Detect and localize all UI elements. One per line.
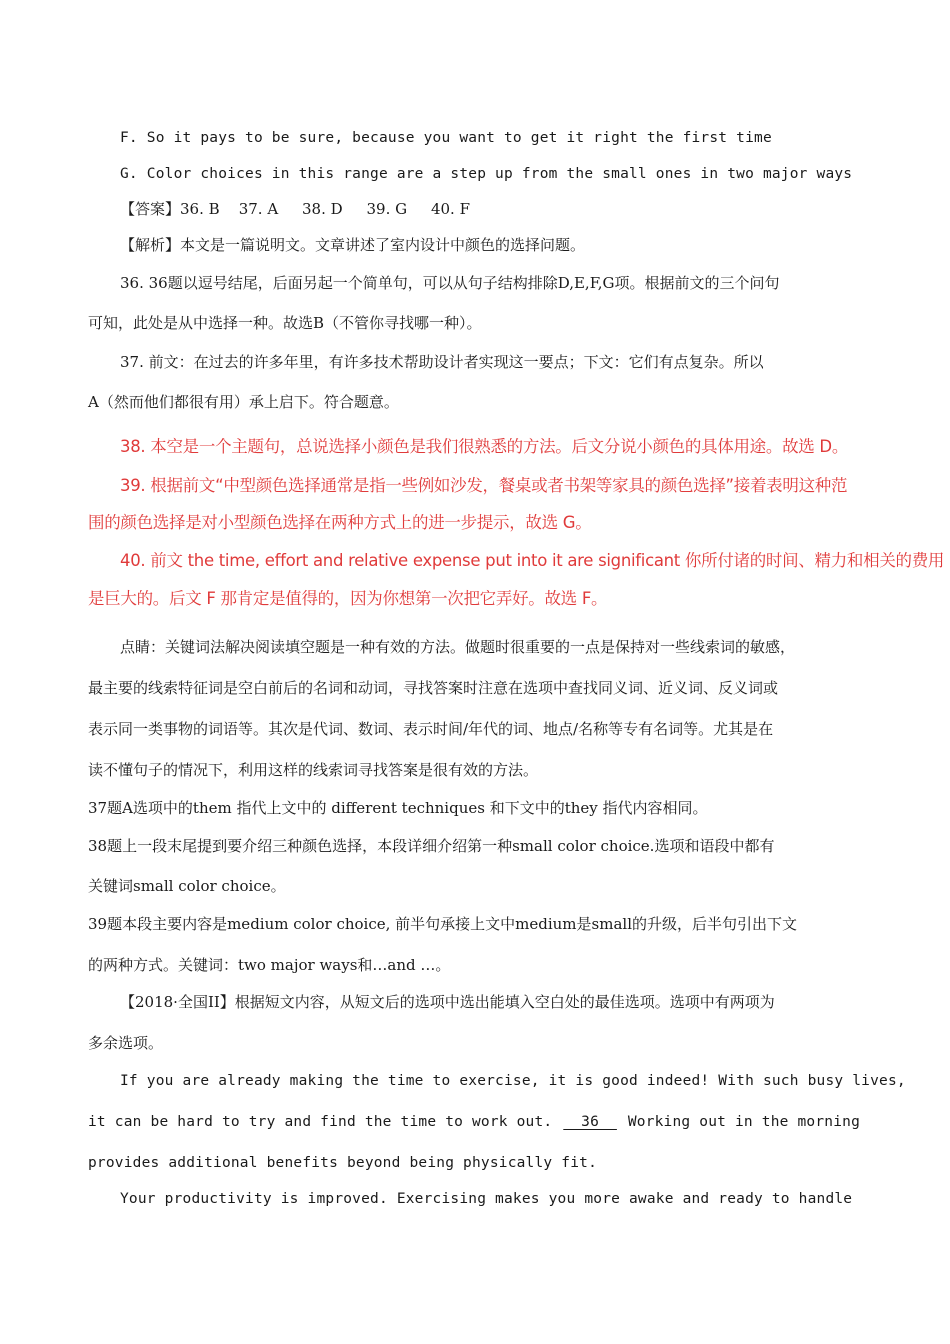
exam-intro-line1: 【2018·全国II】根据短文内容，从短文后的选项中选出能填入空白处的最佳选项。选项中有两项为	[120, 993, 775, 1011]
note-q39-line2: 围的颜色选择是对小型颜色选择在两种方式上的进一步提示，故选 G。	[88, 513, 592, 532]
passage-p1-line2-end: Working out in the morning	[627, 1114, 861, 1130]
note-q40-line1: 40. 前文 the time, effort and relative expense put into it are significant 你所付诸的时间、精力和相关的费用	[120, 551, 945, 570]
passage-p1-line2	[88, 1112, 860, 1132]
answer-line: 【答案】36. B 37. A 38. D 39. G 40. F	[120, 200, 470, 218]
analysis-q37-line1: 37. 前文：在过去的许多年里，有许多技术帮助设计者实现这一要点；下文：它们有点复杂。所以	[120, 353, 764, 371]
tips-q38-line2: 关键词small color choice。	[88, 877, 286, 895]
option-g: G. Color choices in this range are a step up from the small ones in two major ways	[120, 166, 853, 182]
tips-q38-line1: 38题上一段末尾提到要介绍三种颜色选择，本段详细介绍第一种small color choice.选项和语段中都有	[88, 837, 775, 855]
tips-q37: 37题A选项中的them 指代上文中的 different techniques 和下文中的they 指代内容相同。	[88, 799, 708, 817]
exam-intro-line2: 多余选项。	[88, 1034, 164, 1052]
analysis-intro: 【解析】本文是一篇说明文。文章讲述了室内设计中颜色的选择问题。	[120, 236, 586, 254]
blank-36: 36	[563, 1114, 617, 1130]
analysis-q36-line1: 36. 36题以逗号结尾，后面另起一个简单句，可以从句子结构排除D,E,F,G项。根据前文的三个问句	[120, 274, 780, 292]
analysis-q37-line2: A（然而他们都很有用）承上启下。符合题意。	[88, 393, 399, 411]
note-q39-line1: 39. 根据前文“中型颜色选择通常是指一些例如沙发，餐桌或者书架等家具的颜色选择”接着表明这种范	[120, 476, 848, 495]
passage-p1-line3: provides additional benefits beyond being physically fit.	[88, 1155, 597, 1171]
passage-p1-line1: If you are already making the time to exercise, it is good indeed! With such busy lives,	[120, 1073, 906, 1089]
option-f: F. So it pays to be sure, because you want to get it right the first time	[120, 130, 772, 146]
passage-p2-line1: Your productivity is improved. Exercising makes you more awake and ready to handle	[120, 1191, 853, 1207]
tips-line3: 表示同一类事物的词语等。其次是代词、数词、表示时间/年代的词、地点/名称等专有名词等。尤其是在	[88, 720, 774, 738]
note-q38: 38. 本空是一个主题句，总说选择小颜色是我们很熟悉的方法。后文分说小颜色的具体用途。故选 D。	[120, 437, 849, 456]
tips-line1: 点睛：关键词法解决阅读填空题是一种有效的方法。做题时很重要的一点是保持对一些线索词的敏感，	[120, 638, 796, 656]
note-q40-line2: 是巨大的。后文 F 那肯定是值得的，因为你想第一次把它弄好。故选 F。	[88, 589, 608, 608]
tips-line2: 最主要的线索特征词是空白前后的名词和动词，寻找答案时注意在选项中查找同义词、近义词、反义词或	[88, 679, 779, 697]
tips-q39-line2: 的两种方式。关键词：two major ways和…and …。	[88, 956, 451, 974]
tips-q39-line1: 39题本段主要内容是medium color choice, 前半句承接上文中medium是small的升级，后半句引出下文	[88, 915, 797, 933]
passage-p1-line2-start: it can be hard to try and find the time to work out.	[88, 1114, 553, 1130]
tips-line4: 读不懂句子的情况下，利用这样的线索词寻找答案是很有效的方法。	[88, 761, 539, 779]
analysis-q36-line2: 可知，此处是从中选择一种。故选B（不管你寻找哪一种）。	[88, 314, 482, 332]
